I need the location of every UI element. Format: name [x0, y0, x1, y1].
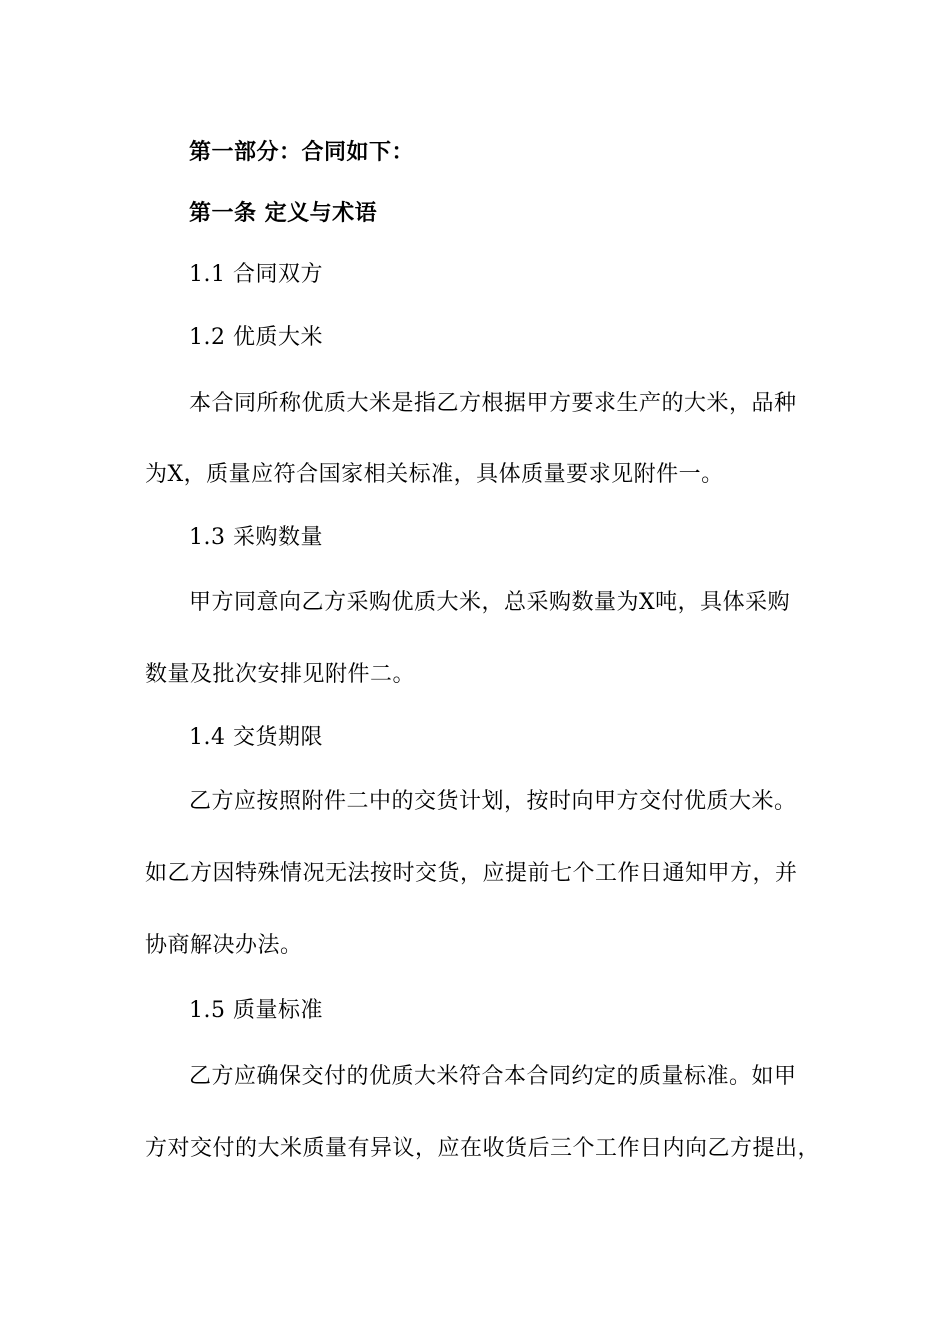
article-heading: 第一条 定义与术语: [189, 201, 378, 226]
paragraph-line: 为X，质量应符合国家相关标准，具体质量要求见附件一。: [145, 462, 724, 487]
part-heading: 第一部分：合同如下：: [189, 140, 415, 165]
paragraph-line: 如乙方因特殊情况无法按时交货，应提前七个工作日通知甲方，并: [145, 861, 798, 886]
paragraph-line: 协商解决办法。: [145, 933, 303, 958]
paragraph-line: 数量及批次安排见附件二。: [145, 662, 416, 687]
section-heading-1-4: 1.4 交货期限: [189, 725, 323, 750]
section-heading-1-5: 1.5 质量标准: [189, 998, 323, 1023]
paragraph-line: 本合同所称优质大米是指乙方根据甲方要求生产的大米，品种: [189, 391, 797, 416]
section-heading-1-2: 1.2 优质大米: [189, 325, 323, 350]
section-heading-1-1: 1.1 合同双方: [189, 262, 323, 287]
section-heading-1-3: 1.3 采购数量: [189, 525, 323, 550]
paragraph-line: 乙方应按照附件二中的交货计划，按时向甲方交付优质大米。: [189, 789, 797, 814]
paragraph-line: 乙方应确保交付的优质大米符合本合同约定的质量标准。如甲: [189, 1064, 797, 1089]
paragraph-line: 方对交付的大米质量有异议，应在收货后三个工作日内向乙方提出，: [145, 1136, 821, 1161]
paragraph-line: 甲方同意向乙方采购优质大米，总采购数量为X吨，具体采购: [189, 590, 791, 615]
